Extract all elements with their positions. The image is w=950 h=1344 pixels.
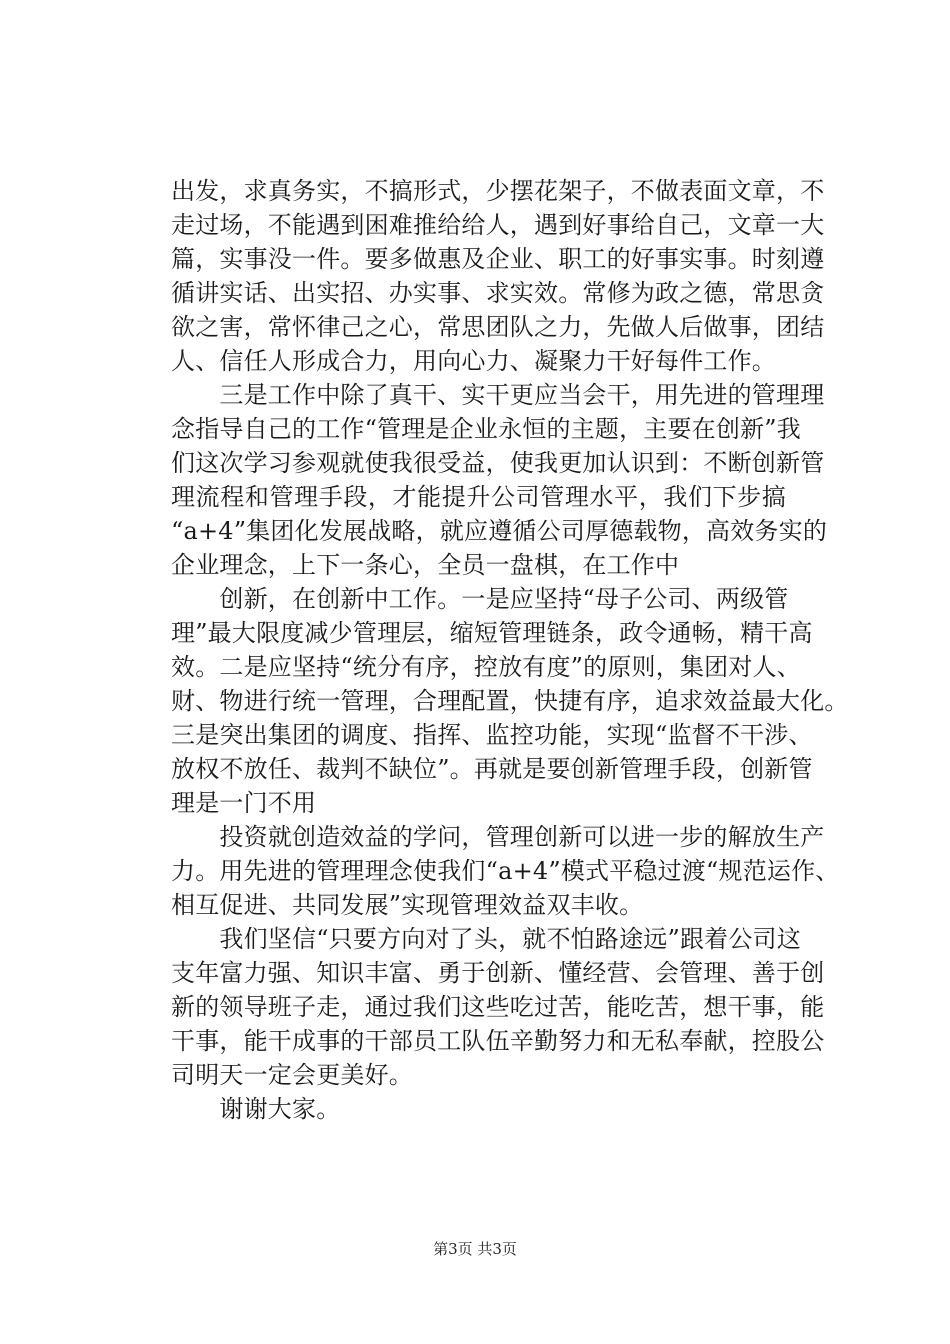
text-line: 新的领导班子走，通过我们这些吃过苦，能吃苦，想干事，能 [171, 993, 825, 1021]
text-line: 篇，实事没一件。要多做惠及企业、职工的好事实事。时刻遵 [171, 245, 825, 273]
text-line: 干事，能干成事的干部员工队伍辛勤努力和无私奉献，控股公 [171, 1027, 825, 1055]
text-line: 我们坚信“只要方向对了头，就不怕路途远”跟着公司这 [171, 925, 801, 953]
text-line: 念指导自己的工作“管理是企业永恒的主题，主要在创新”我 [171, 415, 801, 443]
page-footer: 第3页 共3页 [433, 1240, 517, 1258]
text-line: 司明天一定会更美好。 [171, 1061, 413, 1089]
text-line: 力。用先进的管理理念使我们“a+4”模式平稳过渡“规范运作、 [171, 857, 840, 885]
text-line: 效。二是应坚持“统分有序，控放有度”的原则，集团对人、 [171, 653, 801, 681]
text-line: 企业理念，上下一条心，全员一盘棋，在工作中 [171, 551, 680, 579]
text-line: 支年富力强、知识丰富、勇于创新、懂经营、会管理、善于创 [171, 959, 825, 987]
text-line: 出发，求真务实，不搞形式，少摆花架子，不做表面文章，不 [171, 177, 825, 205]
text-line: 三是工作中除了真干、实干更应当会干，用先进的管理理 [171, 381, 825, 409]
text-line: 放权不放任、裁判不缺位”。再就是要创新管理手段，创新管 [171, 755, 813, 783]
document-body [171, 174, 849, 1126]
text-line: 财、物进行统一管理，合理配置，快捷有序，追求效益最大化。 [171, 687, 849, 715]
text-line: 谢谢大家。 [171, 1095, 341, 1123]
text-line: 人、信任人形成合力，用向心力、凝聚力干好每件工作。 [171, 347, 776, 375]
text-line: 理是一门不用 [171, 789, 317, 817]
text-line: 创新，在创新中工作。一是应坚持“母子公司、两级管 [171, 585, 789, 613]
text-line: 投资就创造效益的学问，管理创新可以进一步的解放生产 [171, 823, 825, 851]
text-line: 欲之害，常怀律己之心，常思团队之力，先做人后做事，团结 [171, 313, 825, 341]
text-line: “a+4”集团化发展战略，就应遵循公司厚德载物，高效务实的 [171, 517, 828, 545]
text-line: 走过场，不能遇到困难推给给人，遇到好事给自己，文章一大 [171, 211, 825, 239]
text-line: 相互促进、共同发展”实现管理效益双丰收。 [171, 891, 644, 919]
text-line: 理流程和管理手段，才能提升公司管理水平，我们下步搞 [171, 483, 786, 511]
text-line: 们这次学习参观就使我很受益，使我更加认识到：不断创新管 [171, 449, 825, 477]
text-line: 理”最大限度减少管理层，缩短管理链条，政令通畅，精干高 [171, 619, 813, 647]
text-line: 循讲实话、出实招、办实事、求实效。常修为政之德，常思贪 [171, 279, 825, 307]
text-line: 三是突出集团的调度、指挥、监控功能，实现“监督不干涉、 [171, 721, 813, 749]
